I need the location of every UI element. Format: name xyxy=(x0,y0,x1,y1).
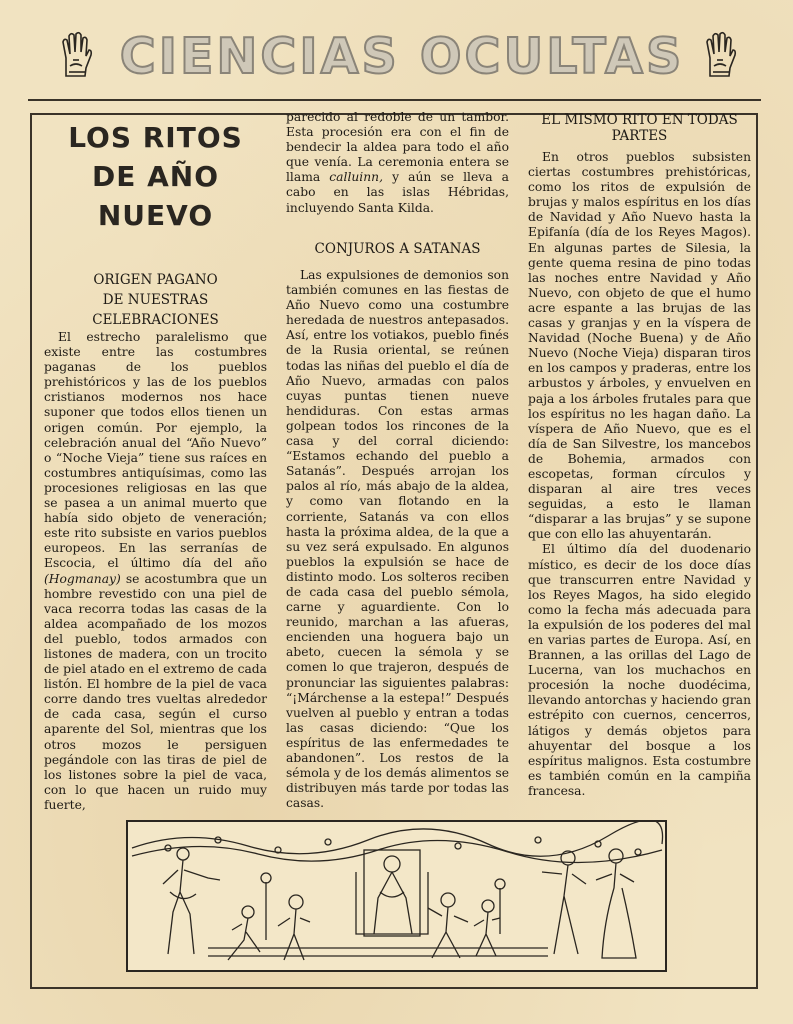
paragraph: Las expulsiones de demonios son también comunes en las fiestas de Año Nuevo como una costumbre heredada de nuestros antepasados. Así, entre los votiakos, pueblo finés de la Rusia oriental, se reúnen todas las niñas del pueblo el día de Año Nuevo, armadas con palos cuyas puntas tienen nueve hendiduras. Con estas armas golpean todos los rincones de la casa y del corral diciendo: “Estamos echando del pueblo a Satanás”. Después arrojan los palos al río, más abajo de la aldea, y como van flotando en la corriente, Satanás va con ellos hasta la próxima aldea, de la que a su vez será expulsado. En algunos pueblos la expulsión se hace de distinto modo. Los solteros reciben de cada casa del pueblo sémola, carne y aguardiente. Con lo reunido, marchan a las afueras, encienden una hoguera bajo un abeto, cuecen la sémola y se comen lo que trajeron, después de pronunciar las siguientes palabras: “¡Márchense a la estepa!” Después vuelven al pueblo y entran a todas las casas diciendo: “Que los espíritus de las enfermedades te abandonen”. Los restos de la sémola y de los demás alimentos se distribuyen más tarde por todas las casas. xyxy=(286,268,509,811)
section-heading-origen xyxy=(44,270,267,330)
palm-hand-icon xyxy=(702,30,738,82)
column-2-section xyxy=(286,268,509,811)
text-run: parecido al redoble de un tambor. Esta procesión era con el fin de bendecir la aldea para todo el año que venía. La ceremonia entera se llama xyxy=(286,110,509,185)
palm-hand-icon xyxy=(58,30,94,82)
heading-line: PARTES xyxy=(611,128,668,144)
heading-line: ORIGEN PAGANO xyxy=(93,272,218,288)
paragraph xyxy=(286,110,509,216)
article-title xyxy=(44,118,267,235)
column-2 xyxy=(286,110,509,216)
section-heading-mismo-rito xyxy=(528,112,751,144)
title-line: LOS RITOS xyxy=(68,121,243,154)
procession-illustration xyxy=(126,820,667,972)
heading-line: DE NUESTRAS xyxy=(102,292,209,308)
column-3 xyxy=(528,150,751,799)
column-1 xyxy=(44,330,267,813)
title-line: DE AÑO xyxy=(91,160,220,193)
italic-term: (Hogmanay) xyxy=(44,571,121,586)
text-run: y aún se lleva a cabo en las islas Hébridas, incluyendo Santa Kilda. xyxy=(286,170,509,215)
header-band xyxy=(0,0,793,100)
paragraph xyxy=(44,330,267,813)
italic-term: calluinn, xyxy=(329,170,383,185)
paragraph: En otros pueblos subsisten ciertas costumbres prehistóricas, como los ritos de expulsión de brujas y malos espíritus en los días de Navidad y Año Nuevo hasta la Epifanía (día de los Reyes Magos). En algunas partes de Silesia, la gente quema resina de pino todas las noches entre Navidad y Año Nuevo, con objeto de que el humo acre espante a las brujas de las casas y granjas y en la víspera de Navidad (Noche Buena) y de Año Nuevo (Noche Vieja) disparan tiros en los campos y praderas, entre los arbustos y árboles, y envuelven en paja a los árboles frutales para que los espíritus no les hagan daño. La víspera de Año Nuevo, que es el día de San Silvestre, los mancebos de Bohemia, armados con escopetas, forman círculos y disparan al aire tres veces seguidas, a esto le llaman “disparar a las brujas” y se supone que con ello las ahuyentarán. xyxy=(528,150,751,542)
heading-line: CELEBRACIONES xyxy=(92,312,219,328)
procession-engraving-icon xyxy=(128,822,665,970)
section-heading-conjuros: CONJUROS A SATANAS xyxy=(314,241,481,257)
header-rule xyxy=(28,99,761,101)
paragraph: El último día del duodenario místico, es decir de los doce días que transcurren entre Navidad y los Reyes Magos, ha sido elegido como la fecha más adecuada para la expulsión de los poderes del mal en varias partes de Europa. Así, en Brannen, a las orillas del Lago de Lucerna, van los muchachos en procesión la noche duodécima, llevando antorchas y haciendo gran estrépito con cuernos, cencerros, látigos y demás objetos para ahuyentar del bosque a los espíritus malignos. Esta costumbre es también común en la campiña francesa. xyxy=(528,542,751,798)
masthead-title: CIENCIAS OCULTAS xyxy=(119,28,685,85)
title-line: NUEVO xyxy=(97,199,214,232)
text-run: se acostumbra que un hombre revestido con una piel de vaca recorra todas las casas de la aldea acompañado de los mozos del pueblo, todos armados con listones de madera, con un trocito de piel atado en el extremo de cada listón. El hombre de la piel de vaca corre dando tres vueltas alrededor de cada casa, según el curso aparente del Sol, mientras que los otros mozos le persiguen pegándole con las tiras de piel de los listones sobre la piel de vaca, con lo que hacen un ruido muy fuerte, xyxy=(44,571,267,812)
heading-line: EL MISMO RITO EN TODAS xyxy=(541,112,738,128)
text-run: El estrecho paralelismo que existe entre las costumbres paganas de los pueblos prehistóricos y las de los pueblos cristianos modernos nos hace suponer que todos ellos tienen un origen común. Por ejemplo, la celebración anual del “Año Nuevo” o “Noche Vieja” tiene sus raíces en costumbres antiquísimas, como las procesiones religiosas en las que se pasea a un animal muerto que había sido objeto de veneración; este rito subsiste en varios pueblos europeos. En las serranías de Escocia, el último día del año xyxy=(44,330,267,571)
